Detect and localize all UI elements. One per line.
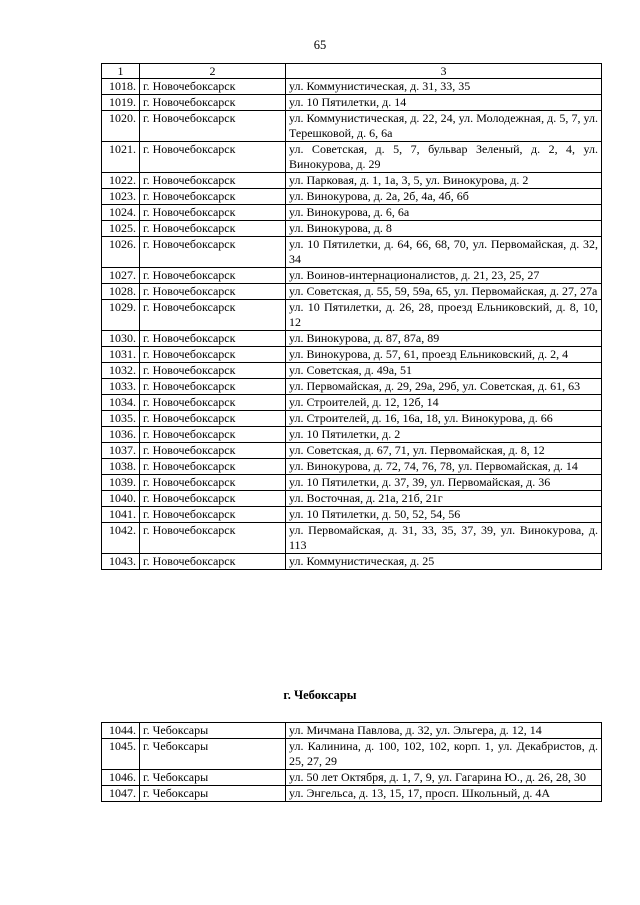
row-address: ул. Советская, д. 55, 59, 59а, 65, ул. Первомайская, д. 27, 27а [286, 284, 602, 300]
row-address: ул. Коммунистическая, д. 22, 24, ул. Молодежная, д. 5, 7, ул. Терешковой, д. 6, 6а [286, 111, 602, 142]
table-row [102, 95, 602, 111]
row-number: 1020. [102, 111, 140, 142]
row-city: г. Новочебоксарск [140, 507, 286, 523]
row-address: ул. Воинов-интернационалистов, д. 21, 23, 25, 27 [286, 268, 602, 284]
row-address: ул. Советская, д. 49а, 51 [286, 363, 602, 379]
row-number: 1045. [102, 739, 140, 770]
table-row [102, 205, 602, 221]
row-address: ул. Винокурова, д. 8 [286, 221, 602, 237]
row-address: ул. 10 Пятилетки, д. 50, 52, 54, 56 [286, 507, 602, 523]
row-address: ул. Восточная, д. 21а, 21б, 21г [286, 491, 602, 507]
table-row [102, 347, 602, 363]
row-city: г. Новочебоксарск [140, 173, 286, 189]
table-row [102, 491, 602, 507]
row-address: ул. 10 Пятилетки, д. 14 [286, 95, 602, 111]
table-row [102, 723, 602, 739]
row-number: 1038. [102, 459, 140, 475]
row-number: 1036. [102, 427, 140, 443]
row-city: г. Новочебоксарск [140, 395, 286, 411]
row-city: г. Новочебоксарск [140, 237, 286, 268]
row-city: г. Новочебоксарск [140, 379, 286, 395]
table-row [102, 189, 602, 205]
row-city: г. Новочебоксарск [140, 221, 286, 237]
row-number: 1027. [102, 268, 140, 284]
table-row [102, 507, 602, 523]
row-address: ул. 50 лет Октября, д. 1, 7, 9, ул. Гагарина Ю., д. 26, 28, 30 [286, 770, 602, 786]
row-address: ул. Мичмана Павлова, д. 32, ул. Эльгера, д. 12, 14 [286, 723, 602, 739]
row-number: 1022. [102, 173, 140, 189]
row-address: ул. Строителей, д. 16, 16а, 18, ул. Винокурова, д. 66 [286, 411, 602, 427]
row-city: г. Новочебоксарск [140, 523, 286, 554]
row-number: 1033. [102, 379, 140, 395]
table-row [102, 523, 602, 554]
row-address: ул. Первомайская, д. 31, 33, 35, 37, 39, ул. Винокурова, д. 113 [286, 523, 602, 554]
table-row [102, 363, 602, 379]
table-row [102, 770, 602, 786]
row-address: ул. Парковая, д. 1, 1а, 3, 5, ул. Винокурова, д. 2 [286, 173, 602, 189]
row-city: г. Новочебоксарск [140, 459, 286, 475]
row-city: г. Чебоксары [140, 786, 286, 802]
row-number: 1019. [102, 95, 140, 111]
table-row [102, 300, 602, 331]
row-address: ул. 10 Пятилетки, д. 26, 28, проезд Ельниковский, д. 8, 10, 12 [286, 300, 602, 331]
column-header-3: 3 [286, 64, 602, 79]
table-row [102, 173, 602, 189]
row-address: ул. Винокурова, д. 57, 61, проезд Ельниковский, д. 2, 4 [286, 347, 602, 363]
row-number: 1040. [102, 491, 140, 507]
table-row [102, 284, 602, 300]
row-city: г. Новочебоксарск [140, 347, 286, 363]
table-row [102, 786, 602, 802]
table-row [102, 331, 602, 347]
table-body-novocheboksarsk [102, 79, 602, 570]
row-address: ул. Советская, д. 5, 7, бульвар Зеленый, д. 2, 4, ул. Винокурова, д. 29 [286, 142, 602, 173]
row-city: г. Новочебоксарск [140, 554, 286, 570]
table-row [102, 395, 602, 411]
row-city: г. Новочебоксарск [140, 331, 286, 347]
page-number: 65 [313, 38, 327, 52]
row-number: 1037. [102, 443, 140, 459]
column-header-2: 2 [140, 64, 286, 79]
row-number: 1031. [102, 347, 140, 363]
row-number: 1032. [102, 363, 140, 379]
row-city: г. Чебоксары [140, 723, 286, 739]
row-number: 1023. [102, 189, 140, 205]
row-city: г. Новочебоксарск [140, 205, 286, 221]
addresses-table-cheboksary [101, 722, 602, 802]
row-city: г. Новочебоксарск [140, 363, 286, 379]
table-row [102, 739, 602, 770]
table-row [102, 237, 602, 268]
row-number: 1021. [102, 142, 140, 173]
row-number: 1039. [102, 475, 140, 491]
row-city: г. Новочебоксарск [140, 475, 286, 491]
row-number: 1018. [102, 79, 140, 95]
table-row [102, 221, 602, 237]
row-number: 1042. [102, 523, 140, 554]
row-address: ул. Калинина, д. 100, 102, 102, корп. 1, ул. Декабристов, д. 25, 27, 29 [286, 739, 602, 770]
table-row [102, 475, 602, 491]
row-city: г. Новочебоксарск [140, 95, 286, 111]
column-header-1: 1 [102, 64, 140, 79]
row-address: ул. Коммунистическая, д. 31, 33, 35 [286, 79, 602, 95]
row-address: ул. 10 Пятилетки, д. 2 [286, 427, 602, 443]
row-city: г. Новочебоксарск [140, 491, 286, 507]
row-address: ул. Винокурова, д. 6, 6а [286, 205, 602, 221]
table-header-row [102, 64, 602, 79]
row-city: г. Новочебоксарск [140, 111, 286, 142]
row-address: ул. 10 Пятилетки, д. 37, 39, ул. Первомайская, д. 36 [286, 475, 602, 491]
row-number: 1026. [102, 237, 140, 268]
addresses-table-novocheboksarsk [101, 63, 602, 570]
row-number: 1034. [102, 395, 140, 411]
section-title-cheboksary: г. Чебоксары [283, 688, 357, 702]
row-city: г. Чебоксары [140, 739, 286, 770]
table-row [102, 111, 602, 142]
table-row [102, 268, 602, 284]
table-row [102, 459, 602, 475]
row-address: ул. 10 Пятилетки, д. 64, 66, 68, 70, ул. Первомайская, д. 32, 34 [286, 237, 602, 268]
row-number: 1024. [102, 205, 140, 221]
row-address: ул. Винокурова, д. 2а, 2б, 4а, 4б, 6б [286, 189, 602, 205]
table-row [102, 427, 602, 443]
row-city: г. Новочебоксарск [140, 427, 286, 443]
row-number: 1047. [102, 786, 140, 802]
table-row [102, 411, 602, 427]
row-number: 1046. [102, 770, 140, 786]
row-number: 1028. [102, 284, 140, 300]
row-city: г. Новочебоксарск [140, 284, 286, 300]
table-row [102, 142, 602, 173]
row-address: ул. Винокурова, д. 87, 87а, 89 [286, 331, 602, 347]
row-number: 1041. [102, 507, 140, 523]
row-number: 1044. [102, 723, 140, 739]
table-row [102, 379, 602, 395]
row-city: г. Новочебоксарск [140, 189, 286, 205]
row-number: 1025. [102, 221, 140, 237]
row-city: г. Новочебоксарск [140, 300, 286, 331]
row-address: ул. Винокурова, д. 72, 74, 76, 78, ул. Первомайская, д. 14 [286, 459, 602, 475]
row-city: г. Новочебоксарск [140, 142, 286, 173]
row-city: г. Чебоксары [140, 770, 286, 786]
row-address: ул. Первомайская, д. 29, 29а, 29б, ул. Советская, д. 61, 63 [286, 379, 602, 395]
row-address: ул. Советская, д. 67, 71, ул. Первомайская, д. 8, 12 [286, 443, 602, 459]
row-number: 1029. [102, 300, 140, 331]
table-row [102, 79, 602, 95]
row-number: 1030. [102, 331, 140, 347]
row-city: г. Новочебоксарск [140, 411, 286, 427]
row-city: г. Новочебоксарск [140, 268, 286, 284]
table-body-cheboksary [102, 723, 602, 802]
row-number: 1043. [102, 554, 140, 570]
row-number: 1035. [102, 411, 140, 427]
row-address: ул. Коммунистическая, д. 25 [286, 554, 602, 570]
table-row [102, 554, 602, 570]
row-address: ул. Энгельса, д. 13, 15, 17, просп. Школьный, д. 4А [286, 786, 602, 802]
row-address: ул. Строителей, д. 12, 12б, 14 [286, 395, 602, 411]
row-city: г. Новочебоксарск [140, 443, 286, 459]
table-row [102, 443, 602, 459]
row-city: г. Новочебоксарск [140, 79, 286, 95]
